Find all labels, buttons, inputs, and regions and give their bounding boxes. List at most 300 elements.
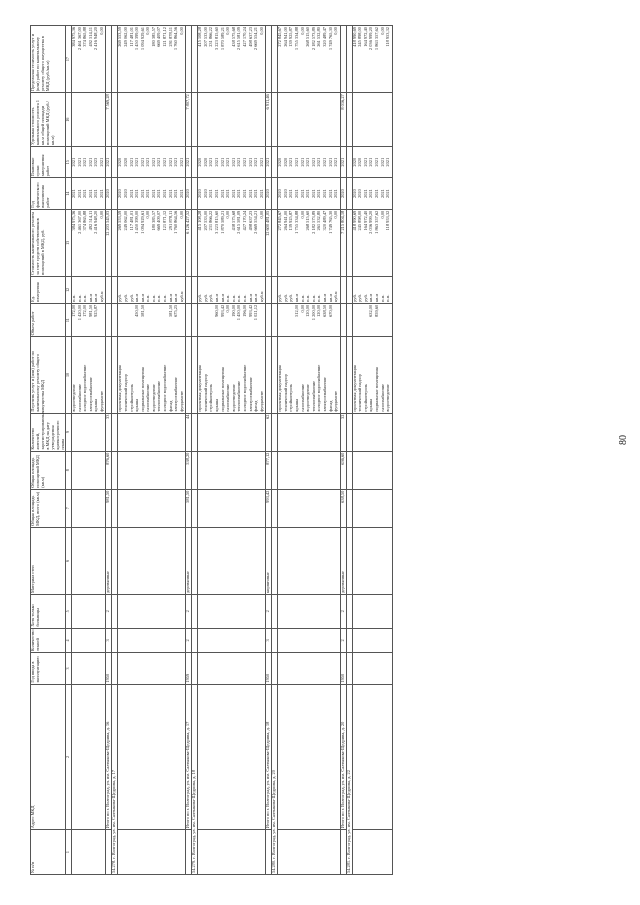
- empty-cell: [71, 628, 106, 653]
- work-year-value: 2021: [93, 189, 99, 198]
- work-cost-value: 272 845,67: [277, 210, 283, 231]
- work-year-value: 2020: [197, 189, 203, 198]
- empty-cell: [118, 653, 186, 684]
- empty-cell: [118, 527, 186, 594]
- work-type-value: газоснабжение: [76, 383, 82, 412]
- empty-cell: [118, 595, 186, 629]
- total-cost: 6 126 427,52: [186, 209, 192, 276]
- work-max-cost-value: 3 223 815,60: [214, 27, 220, 51]
- work-unit-value: п.м.: [162, 294, 168, 302]
- work-year-value: 2021: [247, 189, 253, 198]
- work-max-cost-value: 249 062,00: [122, 27, 128, 47]
- work-year-value: 2021: [134, 189, 140, 198]
- work-type-value: фундамент: [178, 391, 184, 412]
- work-max-cost-value: 2 669 554,21: [253, 27, 259, 51]
- works-row: [278, 26, 341, 875]
- work-volume-value: 581,50: [167, 304, 173, 317]
- entrances-count: 2: [266, 595, 272, 629]
- specific-cost: 7 807,72: [186, 93, 192, 147]
- work-deadline-value: 2021: [82, 157, 88, 167]
- work-cost-value: 291 878,11: [167, 210, 173, 231]
- work-volume-value: 1 021,12: [253, 304, 259, 321]
- work-max-cost-value: 2 416 948,20: [93, 27, 99, 51]
- work-deadline-value: 2021: [128, 157, 134, 167]
- work-year-value: 2021: [214, 189, 220, 198]
- work-unit-value: п.м.: [236, 294, 242, 302]
- work-deadline-value: 2021: [247, 157, 253, 167]
- work-cost-value: 268 515,60: [305, 210, 311, 231]
- work-deadline-value: 2020: [197, 157, 203, 167]
- work-deadline-value: 2021: [87, 157, 93, 167]
- build-year: 1959: [186, 653, 192, 684]
- work-type-value: крыша: [368, 398, 374, 412]
- work-unit-value: руб.: [208, 294, 214, 302]
- work-year-value: 2021: [253, 189, 259, 198]
- work-type-value: электроснабжение: [173, 377, 179, 412]
- work-unit-value: п.м.: [150, 294, 156, 302]
- works-row: [71, 26, 106, 875]
- work-type-value: водоотведение: [385, 384, 391, 412]
- work-deadline-value: 2021: [98, 157, 104, 167]
- work-cost-value: 669 409,07: [156, 210, 162, 231]
- work-volume-value: 675,25: [173, 304, 179, 317]
- work-year-value: 2021: [379, 189, 385, 198]
- empty-cell: [352, 413, 392, 451]
- column-header: Удельная стоимость капитального ремонта 1 кв.м общей площади помещений МКД (руб./кв.м): [31, 93, 66, 147]
- empty-cell: [352, 653, 392, 684]
- total-cost: 12 203 545,03: [106, 209, 112, 276]
- empty-cell: [118, 93, 186, 147]
- work-type-value: газоснабжение: [379, 383, 385, 412]
- column-number: 3: [66, 653, 71, 684]
- work-volume: [198, 303, 266, 337]
- work-type-value: фасад: [253, 400, 259, 412]
- work-unit-value: кв.м: [167, 293, 173, 302]
- work-volume-value: 172,00: [82, 304, 88, 317]
- column-number: 4: [66, 628, 71, 653]
- premises-area: 538,20: [186, 451, 192, 489]
- column-header: Перечень услуг и (или) работ по капитальному ремонту общего имущества МКД: [31, 337, 66, 413]
- column-number: 15: [66, 147, 71, 178]
- work-max-cost-value: 492 514,11: [87, 27, 93, 47]
- work-cost-value: 415 108,28: [197, 210, 203, 231]
- total-deadline: 2021: [340, 147, 346, 178]
- work-max-cost-value: 498 637,23: [247, 27, 253, 47]
- column-number: 14: [66, 178, 71, 209]
- empty-cell: [71, 451, 106, 489]
- work-max-cost-value: 180 385,57: [150, 27, 156, 47]
- entrances-count: 2: [340, 595, 346, 629]
- work-unit: [278, 276, 341, 303]
- work-max-cost-value: 118 953,32: [385, 27, 391, 47]
- work-max-cost-value: 231 866,22: [208, 27, 214, 47]
- column-header: Материал стен: [31, 527, 66, 594]
- work-type-value: холодное водоснабжение: [242, 364, 248, 412]
- work-year: [118, 178, 186, 209]
- work-cost-value: 320 489,47: [322, 210, 328, 231]
- empty-cell: [352, 830, 392, 875]
- work-year-value: 2021: [87, 189, 93, 198]
- work-type-value: стройконтроль: [362, 383, 368, 412]
- work-deadline-value: 2021: [156, 157, 162, 167]
- work-unit-value: руб.: [351, 294, 357, 302]
- empty-cell: [198, 527, 266, 594]
- work-deadline-value: 2021: [162, 157, 168, 167]
- work-deadline-value: 2021: [327, 157, 333, 167]
- work-type-value: водоотведение: [150, 384, 156, 412]
- work-max-cost-value: 0,00: [333, 27, 339, 35]
- work-type-value: фундамент: [333, 391, 339, 412]
- total-cost: 12 600 481,05: [266, 209, 272, 276]
- work-max-cost-value: 0,00: [145, 27, 151, 35]
- premises-area: 636,60: [340, 451, 346, 489]
- work-deadline: [352, 147, 392, 178]
- empty-cell: [71, 489, 106, 527]
- work-year-value: 2021: [374, 189, 380, 198]
- work-unit-value: кв.м: [322, 293, 328, 302]
- work-volume-value: 993,42: [219, 304, 225, 317]
- work-year-value: 2020: [117, 189, 123, 198]
- wall-material: деревянные: [340, 527, 346, 594]
- column-number: 5: [66, 595, 71, 629]
- address-cell: 54.279. г. Волгоград, ул. им. Салтыкова-Щедрина, д. 18: [192, 684, 198, 874]
- empty-cell: [198, 413, 266, 451]
- empty-cell: [118, 489, 186, 527]
- work-cost-value: 498 637,23: [247, 210, 253, 231]
- work-deadline-value: 2021: [362, 157, 368, 167]
- work-type: [352, 337, 392, 413]
- work-cost-value: 1 094 929,61: [139, 210, 145, 234]
- work-unit-value: кв.м: [368, 293, 374, 302]
- residents-count: 33: [106, 413, 112, 451]
- entrances-count: 2: [186, 595, 192, 629]
- empty-cell: [198, 595, 266, 629]
- work-volume-value: 450,00: [134, 304, 140, 317]
- build-year: 1950: [340, 653, 346, 684]
- work-type-value: газоснабжение: [225, 383, 231, 412]
- empty-cell: [352, 684, 392, 830]
- work-cost-value: 1 749 765,30: [327, 210, 333, 234]
- work-unit-value: кв.м: [253, 293, 259, 302]
- work-year-value: 2021: [178, 189, 184, 198]
- work-max-cost-value: 374 865,88: [82, 27, 88, 47]
- work-year-value: 2021: [150, 189, 156, 198]
- work-cost-value: 0,00: [258, 210, 264, 219]
- work-volume-value: 632,00: [368, 304, 374, 317]
- work-type-value: электроснабжение: [322, 377, 328, 412]
- work-max-cost-value: 1 094 929,61: [139, 27, 145, 51]
- work-unit-value: п.м.: [156, 294, 162, 302]
- work-cost: [198, 209, 266, 276]
- column-header: Год фактического выполнения работ: [31, 178, 66, 209]
- work-year-value: 2021: [156, 189, 162, 198]
- column-header: Предельная стоимость услуг и (или) работ по капитальному ремонту общего имущества в МКД (руб./кв.м): [31, 26, 66, 93]
- work-year-value: 2021: [316, 189, 322, 198]
- empty-cell: [198, 830, 266, 875]
- work-deadline-value: 2021: [219, 157, 225, 167]
- work-year-value: 2021: [322, 189, 328, 198]
- work-unit-value: руб.: [122, 294, 128, 302]
- work-deadline: [71, 147, 106, 178]
- column-header: № п/п: [31, 830, 66, 875]
- work-year: [352, 178, 392, 209]
- work-deadline-value: 2021: [368, 157, 374, 167]
- address-cell: 54.280. г. Волгоград, ул. им. Салтыкова-Щедрина, д. 20: [272, 684, 278, 874]
- works-row: [198, 26, 266, 875]
- empty-cell: [278, 684, 341, 830]
- total-year: 2020: [186, 178, 192, 209]
- work-max-cost-value: 269 553,59: [117, 27, 123, 47]
- work-cost-value: 231 866,22: [208, 210, 214, 231]
- work-volume: [278, 303, 341, 337]
- empty-cell: [352, 489, 392, 527]
- empty-cell: [198, 451, 266, 489]
- work-unit: [352, 276, 392, 303]
- column-header: Год ввода в эксплуатацию: [31, 653, 66, 684]
- work-unit-value: п.м.: [379, 294, 385, 302]
- work-type-value: проектная документация: [117, 365, 123, 412]
- floors-count: 3: [106, 628, 112, 653]
- work-unit: [118, 276, 186, 303]
- work-unit-value: руб.: [117, 294, 123, 302]
- empty-cell: [352, 595, 392, 629]
- work-cost-value: 269 553,59: [117, 210, 123, 231]
- work-year-value: 2020: [122, 189, 128, 198]
- work-unit-value: кв.м: [374, 293, 380, 302]
- work-type-value: стройконтроль: [128, 383, 134, 412]
- work-deadline-value: 2020: [202, 157, 208, 167]
- column-header: Общая площадь помещений МКД (кв.м): [31, 451, 66, 489]
- empty-cell: [352, 93, 392, 147]
- work-type-value: теплоснабжение: [156, 380, 162, 412]
- total-area: 993,42: [266, 489, 272, 527]
- work-cost-value: 264 941,00: [282, 210, 288, 231]
- column-number: 13: [66, 209, 71, 276]
- work-volume-value: 120,00: [316, 304, 322, 317]
- work-volume-value: 196,00: [242, 304, 248, 317]
- work-deadline-value: 2021: [173, 157, 179, 167]
- work-cost-value: 139 925,87: [288, 210, 294, 231]
- column-number: 8: [66, 451, 71, 489]
- work-unit-value: кв.м: [247, 293, 253, 302]
- work-year-value: 2021: [310, 189, 316, 198]
- work-cost-value: 0,00: [225, 210, 231, 219]
- work-type-value: проектная документация: [277, 365, 283, 412]
- specific-cost: 6 911,46: [266, 93, 272, 147]
- empty-cell: [118, 451, 186, 489]
- work-max-cost-value: 2 036 999,20: [368, 27, 374, 51]
- work-deadline-value: 2021: [134, 157, 140, 167]
- work-type-value: подвальные помещения: [139, 367, 145, 412]
- work-type-value: проектная документация: [351, 365, 357, 412]
- work-max-cost-value: 264 941,00: [282, 27, 288, 47]
- work-year-value: 2021: [299, 189, 305, 198]
- work-cost-value: 1 755 334,88: [294, 210, 300, 234]
- work-max-cost-value: 0,00: [225, 27, 231, 35]
- work-type-value: технический надзор: [122, 374, 128, 412]
- work-deadline-value: 2020: [357, 157, 363, 167]
- column-header: Хотя только больницы: [31, 595, 66, 629]
- total-label: Итого по г. Волгоград, ул. им. Салтыкова-Щедрина, д. 17: [186, 684, 192, 830]
- work-year-value: 2021: [368, 189, 374, 198]
- work-max-cost-value: 1 870 589,21: [219, 27, 225, 51]
- work-unit-value: п.м.: [316, 294, 322, 302]
- work-year-value: 2021: [225, 189, 231, 198]
- work-type-value: стройконтроль: [208, 383, 214, 412]
- work-year-value: 2021: [333, 189, 339, 198]
- work-max-cost-value: 1 863 357,62: [374, 27, 380, 51]
- work-max-cost-value: 0,00: [299, 27, 305, 35]
- work-type-value: теплоснабжение: [236, 380, 242, 412]
- empty-cell: [278, 489, 341, 527]
- work-year-value: 2021: [139, 189, 145, 198]
- work-deadline-value: 2021: [76, 157, 82, 167]
- work-unit-value: п.м.: [310, 294, 316, 302]
- work-year-value: 2020: [202, 189, 208, 198]
- work-volume-value: 670,00: [327, 304, 333, 317]
- work-unit-value: руб.: [128, 294, 134, 302]
- work-type-value: электроснабжение: [87, 377, 93, 412]
- work-year-value: 2021: [327, 189, 333, 198]
- column-header: Стоимость капитального ремонта за счет средств собственников помещений в МКД, руб.: [31, 209, 66, 276]
- work-max-cost-value: 1 760 864,56: [173, 27, 179, 51]
- work-unit-value: кв.м: [173, 293, 179, 302]
- work-year-value: 2021: [362, 189, 368, 198]
- work-max-cost-value: 2 182 573,89: [310, 27, 316, 51]
- work-unit-value: п.м.: [82, 294, 88, 302]
- work-volume: [118, 303, 186, 337]
- work-type-value: фасад: [167, 400, 173, 412]
- total-label: Итого по г. Волгоград, ул. им. Салтыкова-Щедрина, д. 16: [106, 684, 112, 830]
- work-volume-value: 638,50: [322, 304, 328, 317]
- works-row: [118, 26, 186, 875]
- work-type-value: технический надзор: [357, 374, 363, 412]
- work-year-value: 2020: [277, 189, 283, 198]
- work-deadline-value: 2021: [316, 157, 322, 167]
- work-type-value: водоотведение: [305, 384, 311, 412]
- work-unit-value: руб.: [288, 294, 294, 302]
- work-volume-value: 981,50: [87, 304, 93, 317]
- work-cost-value: 427 170,24: [242, 210, 248, 231]
- work-unit-value: руб.: [277, 294, 283, 302]
- work-max-cost: [352, 26, 392, 93]
- empty-cell: [278, 451, 341, 489]
- work-deadline-value: 2021: [225, 157, 231, 167]
- column-header: Плановые сроки завершения работ: [31, 147, 66, 178]
- work-unit-value: руб.: [202, 294, 208, 302]
- empty-cell: [198, 93, 266, 147]
- column-header: Объем работ: [31, 303, 66, 337]
- work-volume-value: 1 420,00: [76, 304, 82, 321]
- empty-cell: [198, 684, 266, 830]
- empty-cell: [71, 527, 106, 594]
- work-year-value: 2021: [145, 189, 151, 198]
- work-unit-value: кв.м: [134, 293, 140, 302]
- work-cost-value: 207 533,00: [202, 210, 208, 231]
- work-type-value: подвальные помещения: [374, 367, 380, 412]
- work-max-cost-value: 272 845,67: [277, 27, 283, 47]
- work-max-cost-value: 139 925,87: [288, 27, 294, 47]
- work-volume-value: 120,00: [305, 304, 311, 317]
- column-number: 12: [66, 276, 71, 303]
- work-volume-value: 1 450,00: [236, 304, 242, 321]
- empty-cell: [352, 628, 392, 653]
- work-unit-value: руб.: [197, 294, 203, 302]
- work-year-value: 2021: [70, 189, 76, 198]
- work-max-cost-value: 1 755 334,88: [294, 27, 300, 51]
- work-unit-value: п.м.: [305, 294, 311, 302]
- work-type: [198, 337, 266, 413]
- work-max-cost-value: 121 871,12: [162, 27, 168, 47]
- work-type: [71, 337, 106, 413]
- work-year-value: 2021: [76, 189, 82, 198]
- work-deadline: [118, 147, 186, 178]
- empty-cell: [198, 653, 266, 684]
- work-cost-value: 245 898,00: [357, 210, 363, 231]
- work-volume-value: [386, 305, 392, 336]
- work-max-cost-value: 0,00: [258, 27, 264, 35]
- work-cost-value: 0,00: [333, 210, 339, 219]
- work-unit-value: п.м.: [242, 294, 248, 302]
- work-unit-value: п.м.: [225, 294, 231, 302]
- work-deadline-value: 2021: [379, 157, 385, 167]
- work-unit-value: кв.м: [294, 293, 300, 302]
- work-deadline-value: 2021: [178, 157, 184, 167]
- work-max-cost-value: 291 878,11: [167, 27, 173, 47]
- address-cell: 54.278. г. Волгоград, ул. им. Салтыкова-Щедрина, д. 17: [112, 684, 118, 874]
- work-type-value: водоотведение: [70, 384, 76, 412]
- work-unit-value: куб.м: [258, 291, 264, 302]
- work-volume-value: 172,00: [70, 304, 76, 317]
- work-unit: [198, 276, 266, 303]
- specific-cost: 8 016,27: [340, 93, 346, 147]
- work-type-value: технический надзор: [202, 374, 208, 412]
- work-deadline-value: 2021: [139, 157, 145, 167]
- work-deadline-value: 2021: [299, 157, 305, 167]
- work-max-cost-value: 1 450 399,00: [134, 27, 140, 51]
- work-volume-value: 1 200,00: [310, 304, 316, 321]
- work-type-value: крыша: [294, 398, 300, 412]
- work-max-cost-value: 261 532,80: [316, 27, 322, 47]
- work-cost-value: 2 461 367,00: [76, 210, 82, 234]
- empty-cell: [118, 413, 186, 451]
- work-cost-value: 2 036 999,20: [368, 210, 374, 234]
- work-deadline-value: 2021: [258, 157, 264, 167]
- work-type-value: фундамент: [98, 391, 104, 412]
- work-volume: [71, 303, 106, 337]
- empty-cell: [278, 413, 341, 451]
- total-year: 2020: [266, 178, 272, 209]
- work-deadline-value: 2020: [351, 157, 357, 167]
- work-volume: [352, 303, 392, 337]
- work-max-cost-value: 164 972,40: [362, 27, 368, 47]
- work-max-cost-value: 427 170,24: [242, 27, 248, 47]
- work-deadline-value: 2021: [322, 157, 328, 167]
- empty-cell: [71, 653, 106, 684]
- empty-cell: [71, 413, 106, 451]
- work-cost-value: 249 062,00: [122, 210, 128, 231]
- work-deadline-value: 2021: [294, 157, 300, 167]
- empty-cell: [352, 451, 392, 489]
- column-header: Общая площадь МКД, всего (кв.м): [31, 489, 66, 527]
- empty-cell: [118, 684, 186, 830]
- work-type-value: водоотведение: [230, 384, 236, 412]
- column-number: 10: [66, 337, 71, 413]
- work-cost-value: 0,00: [178, 210, 184, 219]
- work-type-value: электроснабжение: [247, 377, 253, 412]
- work-year-value: 2021: [173, 189, 179, 198]
- work-unit-value: куб.м: [333, 291, 339, 302]
